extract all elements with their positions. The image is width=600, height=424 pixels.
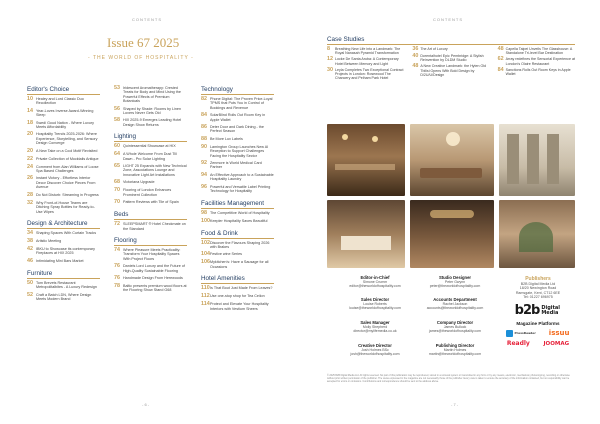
entry-title: Deter Door and Dark Dining - the Perfect Season bbox=[210, 125, 264, 134]
left-header-label: CONTENTS bbox=[132, 17, 162, 22]
page-number: 68 bbox=[114, 179, 120, 186]
toc-entry[interactable] bbox=[27, 176, 100, 189]
contact-email[interactable]: editor@theworldofhospitality.com bbox=[349, 284, 401, 289]
page-number: 112 bbox=[201, 293, 210, 300]
case-studies-col-b bbox=[412, 47, 489, 82]
section-title: Lighting bbox=[114, 133, 187, 142]
toc-column-3 bbox=[201, 86, 274, 314]
entry-title: The Competitive World of Hospitality bbox=[210, 210, 270, 215]
page-number: 46 bbox=[27, 257, 33, 264]
section-title: Facilities Management bbox=[201, 200, 274, 209]
entry-title: Victoriana Upgrade bbox=[123, 180, 155, 185]
case-study-entry[interactable] bbox=[498, 57, 575, 65]
toc-entry[interactable] bbox=[27, 193, 100, 198]
case-study-entry[interactable] bbox=[498, 68, 575, 76]
contact-email[interactable]: peter@theworldofhospitality.com bbox=[429, 284, 481, 289]
toc-entry[interactable] bbox=[114, 164, 187, 177]
entry-title: Array redefines the Sensorial Experience at London's Olaire Restaurant bbox=[505, 57, 575, 66]
entry-title: A Whole Welcome From Dust Till Dawn - Pro Solar Lighting bbox=[123, 152, 177, 161]
photo-hotel-room bbox=[327, 200, 405, 268]
contact-name: Martin Holmes bbox=[443, 348, 467, 353]
toc-entry[interactable] bbox=[114, 180, 187, 185]
photo-lounge bbox=[410, 124, 494, 196]
page-number: 104 bbox=[201, 251, 210, 258]
entry-title: Artistic Meeting bbox=[36, 238, 62, 243]
contact-email[interactable]: accounts@theworldofhospitality.com bbox=[426, 306, 484, 311]
toc-entry[interactable] bbox=[114, 152, 187, 161]
photo-building-facade bbox=[499, 124, 575, 196]
page-number: 48 bbox=[412, 63, 419, 70]
section-title: Flooring bbox=[114, 237, 187, 246]
page-number: 72 bbox=[114, 221, 120, 228]
toc-entry[interactable] bbox=[114, 200, 187, 205]
toc-entry[interactable] bbox=[27, 109, 100, 118]
issuu-logo[interactable]: issuu bbox=[548, 329, 570, 338]
page-number: 76 bbox=[114, 274, 120, 281]
contact-role: Company Director bbox=[436, 320, 474, 325]
toc-entry[interactable] bbox=[27, 157, 100, 162]
page-number: 98 bbox=[201, 209, 207, 216]
toc-entry[interactable] bbox=[27, 149, 100, 154]
entry-title: Mykitchen's: Have a Sausage for all Occasions bbox=[210, 260, 269, 269]
publisher-block bbox=[500, 276, 576, 347]
page-number: 32 bbox=[27, 199, 33, 206]
b2b-logo-text: Digital Media bbox=[541, 304, 560, 316]
page-number: 106 bbox=[201, 259, 210, 266]
page-number: 30 bbox=[327, 66, 333, 73]
b2b-logo bbox=[500, 303, 576, 318]
platforms-title: Magazine Platforms bbox=[516, 321, 560, 327]
contact-email[interactable]: louise@theworldofhospitality.com bbox=[349, 306, 401, 311]
entry-title: Instant Victory - Effortless Interior Decor Discover Choice Pieces From Avenue bbox=[36, 176, 96, 190]
page-number: 76 bbox=[114, 263, 120, 270]
page-number: 114 bbox=[201, 301, 210, 308]
page-number: 42 bbox=[27, 245, 33, 252]
entry-title: Craft a Batch LDN, Where Design Meets Modern Brand bbox=[36, 292, 92, 301]
toc-entry[interactable] bbox=[114, 107, 187, 116]
entry-title: Keepler Hospitality Saves Beautiful bbox=[210, 218, 268, 223]
page-number: 70 bbox=[114, 199, 120, 206]
toc-entry[interactable] bbox=[27, 132, 100, 145]
entry-title: Zenmore is World Medical Card Partner bbox=[210, 161, 262, 170]
entry-title: Year-Loves Inverse Award-Winning Sleep bbox=[36, 108, 94, 118]
toc-entry[interactable] bbox=[201, 145, 274, 158]
page-number: 14 bbox=[27, 107, 33, 114]
entry-title: Powerful and Versatile Label Printing Technology for Hospitality bbox=[210, 184, 271, 194]
contact-card bbox=[338, 276, 412, 289]
toc-entry[interactable] bbox=[201, 286, 274, 291]
contact-name: James Bullock bbox=[443, 325, 467, 330]
page-number: 18 bbox=[27, 119, 33, 126]
page-number: 86 bbox=[201, 124, 207, 131]
entry-title: LIGHT 25 Expands with New Technical Zone, Associations Lounge and Innovative Light Art Installations bbox=[123, 164, 187, 177]
entry-title: Where Pleasure Meets Practicality: Transform Your Hospitality Spaces With Project Floors bbox=[123, 247, 181, 261]
contact-role: Creative Director bbox=[358, 343, 392, 348]
page-number: 102 bbox=[201, 239, 210, 246]
publisher-line: Tel: 01227 696975 bbox=[523, 294, 553, 299]
section-title: Food & Drink bbox=[201, 230, 274, 239]
photo-restaurant bbox=[410, 200, 494, 268]
contact-email[interactable]: martin@theworldofhospitality.com bbox=[428, 352, 482, 357]
case-study-entry[interactable] bbox=[327, 57, 404, 65]
page-number: 53 bbox=[114, 85, 120, 91]
contact-card bbox=[418, 321, 492, 334]
page-number: 52 bbox=[27, 291, 33, 298]
publisher-line: B2B Digital Media Ltd bbox=[520, 282, 556, 286]
contact-role: Publishing Director bbox=[435, 343, 475, 348]
entry-title: IBKU to Showcase its contemporary Fireplaces at HIX 2025 bbox=[36, 246, 96, 256]
toc-entry[interactable] bbox=[114, 248, 187, 261]
contact-role: Editor-in-Chief bbox=[360, 275, 390, 280]
entry-title: The Art of Luxury bbox=[420, 47, 448, 51]
contact-card bbox=[418, 298, 492, 311]
toc-entry[interactable] bbox=[27, 293, 100, 302]
page-number: 96 bbox=[201, 183, 207, 190]
b2b-logo-icon: b2b bbox=[514, 303, 540, 319]
contact-name: Peter Gwynn bbox=[444, 280, 466, 285]
entry-title: Breathing New Life into a Landmark: The Royal Nanasah Pyramid Transformation bbox=[335, 47, 401, 56]
case-studies-col-c bbox=[498, 47, 575, 82]
contact-card bbox=[338, 298, 412, 311]
readly-logo[interactable]: Readly bbox=[506, 340, 530, 348]
entry-title: Hospitality Trends 2025-2026: Where Experience, Storytelling, and Sensory Design Converge bbox=[36, 132, 98, 146]
page-number: 20 bbox=[27, 131, 33, 138]
page-number: 70 bbox=[114, 187, 120, 194]
contact-card bbox=[338, 344, 412, 357]
toc-entry[interactable] bbox=[27, 247, 100, 256]
toc-column-2 bbox=[114, 86, 187, 296]
page-number: 92 bbox=[201, 160, 207, 167]
entry-title: SolarBlind Rolls Out Room Key in Apple Wallet bbox=[210, 113, 266, 122]
photo-courtyard bbox=[499, 200, 575, 268]
toc-entry[interactable] bbox=[201, 185, 274, 194]
entry-title: Intimidating Mini Bars Market bbox=[36, 258, 84, 263]
right-header-label: CONTENTS bbox=[433, 17, 463, 22]
section-title: Editor's Choice bbox=[27, 86, 100, 95]
entry-title: Why Front-of-House Teams are Ditching Spray Bottles for Ready-to-Use Wipes bbox=[36, 200, 95, 214]
page-number: 100 bbox=[201, 217, 210, 224]
toc-entry[interactable] bbox=[114, 86, 187, 104]
page-number: 20 bbox=[27, 147, 33, 154]
entry-title: Festive wine Series bbox=[210, 252, 242, 257]
page-number: 26 bbox=[27, 175, 33, 182]
toc-entry[interactable] bbox=[201, 125, 274, 134]
publisher-line: Ramsgate, Kent, CT12 6EE bbox=[515, 290, 561, 295]
toc-entry[interactable] bbox=[27, 239, 100, 244]
entry-title: Do Not Disturb: Streaming in Progress bbox=[36, 192, 99, 197]
entry-title: Pattern Reviews with Tile of Spain bbox=[123, 200, 179, 205]
pressreader-logo[interactable]: PressReader bbox=[506, 330, 535, 337]
entry-title: Be More Lux Labels bbox=[210, 136, 243, 141]
entry-title: Is That Bout Just Made From Leaves? bbox=[210, 286, 273, 291]
page-number: 38 bbox=[27, 237, 33, 244]
case-study-entry[interactable] bbox=[412, 47, 489, 52]
section-title: Technology bbox=[201, 86, 274, 95]
case-studies-col-a bbox=[327, 47, 404, 82]
page-number: 110 bbox=[201, 285, 210, 292]
page-number: 28 bbox=[27, 191, 33, 198]
entry-title: Daniels Lord Luxury and the Future of High-Quality Sustainable Flooring bbox=[123, 264, 185, 273]
entry-title: Handmade Design From Herewoods bbox=[123, 275, 183, 280]
page-number: 62 bbox=[497, 56, 504, 63]
toc-entry[interactable] bbox=[201, 219, 274, 224]
entry-title: Baltic presents premium wood floors at the Flooring Show Stand G68 bbox=[123, 283, 187, 293]
contact-card bbox=[418, 344, 492, 357]
entry-title: Sanctions Rolls Out Room Keys in Apple Wallet bbox=[505, 67, 571, 77]
toc-entry[interactable] bbox=[27, 201, 100, 214]
toc-entry[interactable] bbox=[201, 211, 274, 216]
page-number-right: - 7 - bbox=[451, 402, 459, 407]
entry-title: A New Creative Landmark: the Hyten Old Tbilisi Opens With Bold Design by D/2U/U/Design bbox=[420, 64, 487, 77]
toc-entry[interactable] bbox=[27, 281, 100, 290]
entry-title: Quintessential Showcase at HIX bbox=[123, 144, 176, 149]
toc-entry[interactable] bbox=[114, 118, 187, 127]
issue-subtitle: - THE WORLD OF HOSPITALITY - bbox=[88, 55, 194, 61]
page-number: 60 bbox=[114, 143, 120, 150]
entry-title: Leyla Completes Two Exceptional Contract Projects in London: Rosewood The Chancery and Pelham Park Hotel bbox=[335, 67, 404, 81]
case-study-entry[interactable] bbox=[412, 64, 489, 77]
contact-name: Molly Shepherd bbox=[362, 325, 388, 330]
toc-column-1 bbox=[27, 86, 100, 304]
entry-title: Iridescent Aromatherapy: Crested Treats for Body and Mind Using the Powerful Effects of Premium Botanicals bbox=[123, 86, 181, 104]
case-study-entry[interactable] bbox=[327, 68, 404, 81]
contact-card bbox=[418, 276, 492, 289]
toc-entry[interactable] bbox=[114, 284, 187, 293]
joomag-logo[interactable]: JOOMAG bbox=[543, 340, 570, 347]
page-number: 88 bbox=[201, 135, 207, 142]
entry-title: Tom Brevets Restaurant Metropolitalbites - A Luxury Redesign bbox=[36, 280, 97, 290]
toc-entry[interactable] bbox=[201, 173, 274, 182]
page-number: 22 bbox=[27, 155, 33, 162]
page-number: 65 bbox=[114, 163, 120, 170]
toc-entry[interactable] bbox=[201, 260, 274, 269]
page-number: 56 bbox=[114, 105, 120, 112]
entry-title: Private Collection of Mocktails Antique bbox=[36, 156, 99, 161]
entry-title: An Effective Approach to a Sustainable Hospitality Laundry bbox=[210, 172, 274, 182]
toc-entry[interactable] bbox=[201, 113, 274, 122]
entry-title: Discover the Flavours Shaping 2026 with Brakes bbox=[210, 240, 270, 249]
entry-title: HIX 2025-9 Emerges Leading Hotel Design Show Returns bbox=[123, 118, 182, 127]
case-study-entry[interactable] bbox=[498, 47, 575, 55]
issue-title: Issue 67 2025 bbox=[107, 35, 180, 50]
photo-hotel-bar bbox=[327, 124, 405, 196]
page-number: 64 bbox=[114, 151, 120, 158]
entry-title: Capella Taipei Unveils The Glasshouse: A Standalone Tri-level Bar Destination bbox=[505, 47, 573, 56]
section-title: Design & Architecture bbox=[27, 220, 100, 229]
entry-title: Shaping Spaces With Curtain Tracks bbox=[36, 230, 97, 235]
entry-title: Shaped by Shade: Rooms by Linen Lovers Never Gets Old bbox=[123, 106, 182, 116]
contact-name: Josh Holmes BSc bbox=[361, 348, 389, 353]
page-number: 74 bbox=[114, 246, 120, 253]
publisher-line: 18/20 Newington Road bbox=[519, 286, 557, 291]
toc-entry[interactable] bbox=[27, 259, 100, 264]
contact-role: Sales Manager bbox=[360, 320, 390, 325]
section-title: Beds bbox=[114, 211, 187, 220]
contact-email[interactable]: james@theworldofhospitality.com bbox=[429, 329, 481, 334]
case-study-entry[interactable] bbox=[412, 54, 489, 62]
page-number: 84 bbox=[497, 66, 504, 73]
case-studies-title: Case Studies bbox=[327, 36, 575, 45]
contact-name: Rachel Jackson bbox=[442, 302, 468, 307]
page-number: 84 bbox=[201, 112, 207, 119]
entry-title: Comment from Alan Williams of Loose Spa Based Challenges bbox=[36, 164, 99, 174]
contact-email[interactable]: josh@theworldofhospitality.com bbox=[350, 352, 400, 357]
case-studies-section bbox=[327, 36, 575, 82]
page-number-left: - 6 - bbox=[142, 402, 150, 407]
legal-notice: © 2025 B2B Digital Media Ltd. All rights reserved. No part of this publication may be reproduced, stored in a retrieval system or transmitted in any form or by any means, electronic, mechanical, photocopying, recording or otherwise without prior written permission of the publisher. The views expressed in the magazine are not necessarily those of the publisher. Every care is taken to ensure the accuracy of the information contained, but no responsibility can be accepted for errors or omissions. Contributions and correspondence should be sent to the address above. bbox=[327, 374, 570, 383]
contact-role: Sales Director bbox=[360, 297, 390, 302]
page-number: 36 bbox=[412, 46, 419, 52]
toc-entry[interactable] bbox=[114, 264, 187, 273]
toc-entry[interactable] bbox=[27, 97, 100, 106]
page-number: 40 bbox=[412, 53, 419, 59]
toc-entry[interactable] bbox=[114, 144, 187, 149]
entry-title: Lamington Group Launches New AI Reception to Support Challenges Facing the Hospitality Sector bbox=[210, 144, 269, 158]
toc-entry[interactable] bbox=[201, 241, 274, 250]
entry-title: Phone Digital: The Proven Price-Loyal TPMS that Puts You in Control of Bookings and Revenue bbox=[210, 97, 273, 110]
toc-entry[interactable] bbox=[114, 222, 187, 231]
entry-title: A New Take on a Cool Motif Revisited bbox=[36, 148, 98, 153]
page-number: 8 bbox=[327, 46, 330, 52]
publisher-title: Publishers bbox=[525, 276, 551, 282]
entry-title: SLEEPSMART ® Hotel Checkmate on the Standard bbox=[123, 222, 186, 231]
page-number: 50 bbox=[27, 279, 33, 286]
entry-title: Flooring of London Enhances Prominent Collection bbox=[123, 188, 172, 197]
page-number: 12 bbox=[327, 56, 333, 63]
page-number: 94 bbox=[201, 171, 207, 178]
toc-entry[interactable] bbox=[27, 165, 100, 174]
toc-entry[interactable] bbox=[201, 302, 274, 311]
entry-title: Dorentalhotel Epic Pembridge: A Stylish Reinvention by DLDM Studio bbox=[420, 54, 484, 63]
page-number: 82 bbox=[201, 96, 207, 102]
page-number: 90 bbox=[201, 143, 207, 150]
section-title: Furniture bbox=[27, 270, 100, 279]
entry-title: Swedi Goud Nation - Where Luxury Meets Affordability bbox=[36, 120, 95, 130]
page-number: 48 bbox=[497, 46, 504, 52]
contact-role: Accounts Department bbox=[433, 297, 477, 302]
toc-entry[interactable] bbox=[27, 121, 100, 130]
toc-entry[interactable] bbox=[201, 161, 274, 170]
entry-title: Use one-stop shop for Tea Ceilon bbox=[210, 294, 265, 299]
page-number: 58 bbox=[114, 117, 120, 124]
page-number: 10 bbox=[27, 96, 33, 102]
page-number: 34 bbox=[27, 229, 33, 236]
pressreader-icon bbox=[506, 330, 513, 337]
contact-card bbox=[338, 321, 412, 334]
page-number: 78 bbox=[114, 282, 120, 289]
toc-entry[interactable] bbox=[114, 276, 187, 281]
section-title: Hotel Amenities bbox=[201, 275, 274, 284]
toc-entry[interactable] bbox=[201, 97, 274, 110]
contact-role: Studio Designer bbox=[438, 275, 472, 280]
entry-title: Locke De Santa Aruba: A Contemporary Hotel Between Memory and Light bbox=[335, 57, 399, 66]
toc-entry[interactable] bbox=[201, 252, 274, 257]
entry-title: Protect and Elevate Your Hospitality Interiors with Vestium Sheers bbox=[210, 302, 269, 311]
toc-entry[interactable] bbox=[114, 188, 187, 197]
entry-title: Healey and Lord Classic Duo Recollection bbox=[36, 97, 84, 106]
toc-entry[interactable] bbox=[201, 294, 274, 299]
contact-name: Simone Crumm bbox=[362, 280, 388, 285]
page-number: 24 bbox=[27, 163, 33, 170]
toc-entry[interactable] bbox=[201, 137, 274, 142]
contact-name: Louise Roberts bbox=[363, 302, 387, 307]
toc-entry[interactable] bbox=[27, 231, 100, 236]
case-study-entry[interactable] bbox=[327, 47, 404, 55]
contact-email[interactable]: director@mylifemedia.co.uk bbox=[353, 329, 397, 334]
